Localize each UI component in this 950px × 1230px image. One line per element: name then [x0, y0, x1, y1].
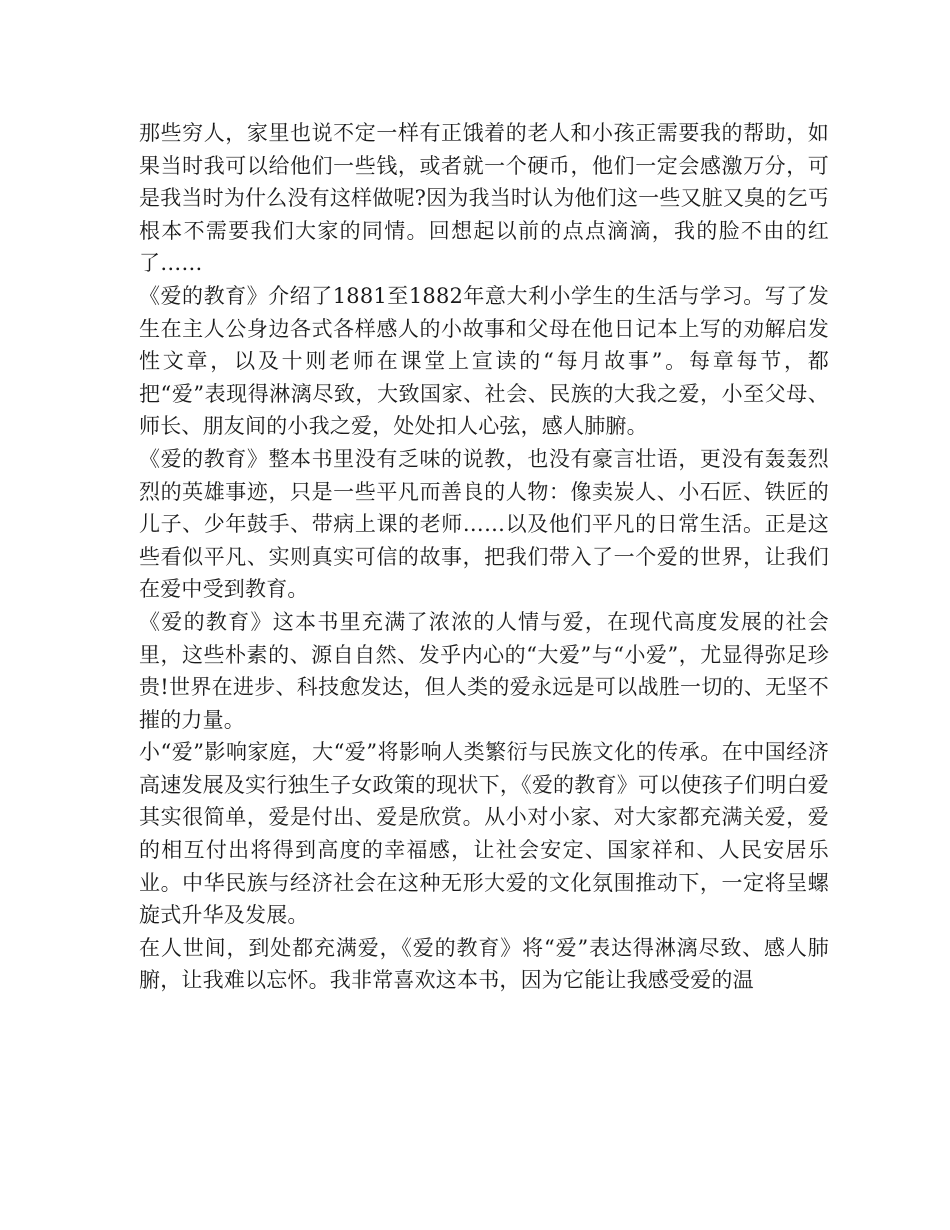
paragraph-reflection: 那些穷人，家里也说不定一样有正饿着的老人和小孩正需要我的帮助，如果当时我可以给他们一些钱，或者就一个硬币，他们一定会感激万分，可是我当时为什么没有这样做呢?因为我当时认为他们这一些又脏又臭的乞丐根本不需要我们大家的同情。回想起以前的点点滴滴，我的脸不由的红了……	[139, 121, 829, 276]
paragraph-precious-love: 《爱的教育》这本书里充满了浓浓的人情与爱，在现代高度发展的社会里，这些朴素的、源自自然、发乎内心的“大爱”与“小爱”，尤显得弥足珍贵!世界在进步、科技愈发达，但人类的爱永远是可以战胜一切的、无坚不摧的力量。	[139, 609, 829, 732]
paragraph-conclusion: 在人世间，到处都充满爱，《爱的教育》将“爱”表达得淋漓尽致、感人肺腑，让我难以忘怀。我非常喜欢这本书，因为它能让我感受爱的温	[139, 935, 829, 993]
paragraph-book-introduction: 《爱的教育》介绍了1881至1882年意大利小学生的生活与学习。写了发生在主人公身边各式各样感人的小故事和父母在他日记本上写的劝解启发性文章，以及十则老师在课堂上宣读的“每月故事”。每章每节，都把“爱”表现得淋漓尽致，大致国家、社会、民族的大我之爱，小至父母、师长、朋友间的小我之爱，处处扣人心弦，感人肺腑。	[139, 283, 829, 439]
paragraph-love-influence: 小“爱”影响家庭，大“爱”将影响人类繁衍与民族文化的传承。在中国经济高速发展及实行独生子女政策的现状下，《爱的教育》可以使孩子们明白爱其实很简单，爱是付出、爱是欣赏。从小对小家、对大家都充满关爱，爱的相互付出将得到高度的幸福感，让社会安定、国家祥和、人民安居乐业。中华民族与经济社会在这种无形大爱的文化氛围推动下，一定将呈螺旋式升华及发展。	[139, 740, 829, 928]
document-body	[139, 117, 829, 997]
paragraph-ordinary-stories: 《爱的教育》整本书里没有乏味的说教，也没有豪言壮语，更没有轰轰烈烈的英雄事迹，只是一些平凡而善良的人物：像卖炭人、小石匠、铁匠的儿子、少年鼓手、带病上课的老师……以及他们平凡的日常生活。正是这些看似平凡、实则真实可信的故事，把我们带入了一个爱的世界，让我们在爱中受到教育。	[139, 446, 829, 602]
